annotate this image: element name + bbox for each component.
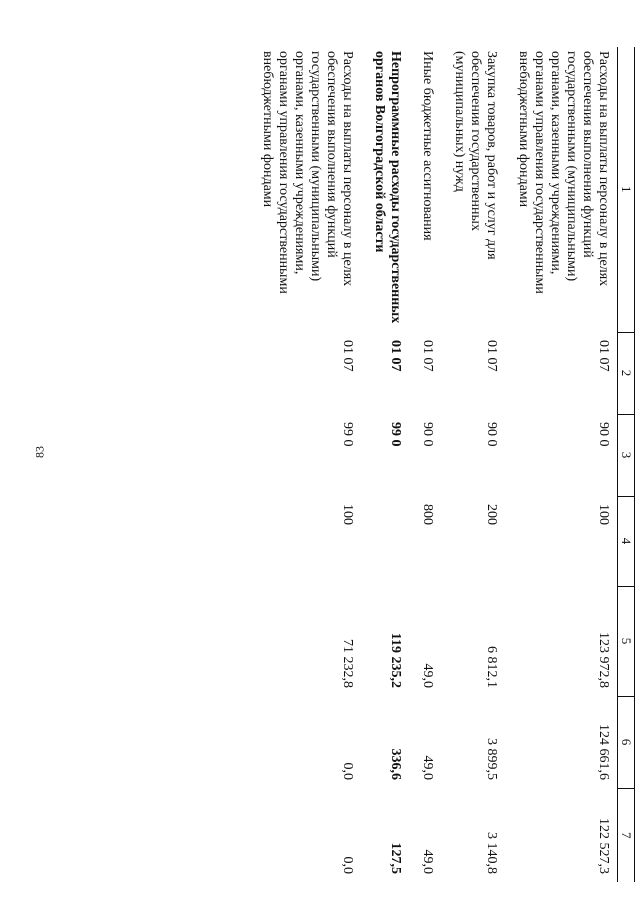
expense-type-code: 100 [340, 504, 355, 525]
expense-type-code: 800 [420, 504, 435, 525]
amount-col-5: 6 812,1 [484, 646, 499, 688]
section-code: 01 07 [388, 340, 403, 372]
table-row [409, 47, 441, 882]
column-header-6: 6 [618, 696, 635, 788]
amount-col-5: 71 232,8 [340, 639, 355, 688]
amount-col-7: 0,0 [340, 856, 355, 874]
target-code: 99 0 [388, 422, 403, 447]
section-code: 01 07 [484, 340, 499, 372]
section-code: 01 07 [596, 340, 611, 372]
section-code: 01 07 [340, 340, 355, 372]
amount-col-6: 124 661,6 [596, 724, 611, 780]
expense-type-code: 200 [484, 504, 499, 525]
section-code: 01 07 [420, 340, 435, 372]
budget-table [249, 47, 635, 882]
amount-col-6: 49,0 [420, 755, 435, 780]
column-header-7: 7 [618, 788, 635, 882]
table-header-row [618, 47, 635, 882]
amount-col-7: 49,0 [420, 849, 435, 874]
amount-col-5: 119 235,2 [388, 632, 403, 688]
page-number: 83 [32, 446, 47, 458]
amount-col-6: 0,0 [340, 762, 355, 780]
column-header-5: 5 [618, 586, 635, 696]
row-description: Закупка товаров, работ и услуг для обеспечения государственных (муниципальных) нужд [452, 51, 499, 260]
row-description: Иные бюджетные ассигнования [420, 51, 435, 241]
target-code: 90 0 [420, 422, 435, 447]
table-row [249, 47, 361, 882]
table-row [441, 47, 505, 882]
row-description: Расходы на выплаты персоналу в целях обеспечения выполнения функций государственными (муниципальными) органами, казенными учреждениями, органами управления государственными внебюджетными фондами [516, 51, 611, 294]
target-code: 90 0 [484, 422, 499, 447]
amount-col-7: 127,5 [388, 842, 403, 874]
column-header-3: 3 [618, 414, 635, 496]
table-row [505, 47, 618, 882]
target-code: 90 0 [596, 422, 611, 447]
column-header-1: 1 [618, 47, 635, 332]
budget-table-sheet [75, 47, 635, 892]
table-row-subtotal [361, 47, 409, 882]
amount-col-6: 3 899,5 [484, 738, 499, 780]
expense-type-code: 100 [596, 504, 611, 525]
amount-col-7: 122 527,3 [596, 818, 611, 874]
amount-col-5: 49,0 [420, 663, 435, 688]
row-description: Расходы на выплаты персоналу в целях обеспечения выполнения функций государственными (муниципальными) органами, казенными учреждениями, органами управления государственными внебюджетными фондами [260, 51, 355, 294]
amount-col-7: 3 140,8 [484, 832, 499, 874]
target-code: 99 0 [340, 422, 355, 447]
amount-col-5: 123 972,8 [596, 632, 611, 688]
amount-col-6: 336,6 [388, 748, 403, 780]
column-header-2: 2 [618, 332, 635, 414]
row-description: Непрограммные расходы государственных органов Волгоградской области [372, 51, 403, 324]
column-header-4: 4 [618, 496, 635, 586]
expense-type-code [361, 496, 409, 586]
